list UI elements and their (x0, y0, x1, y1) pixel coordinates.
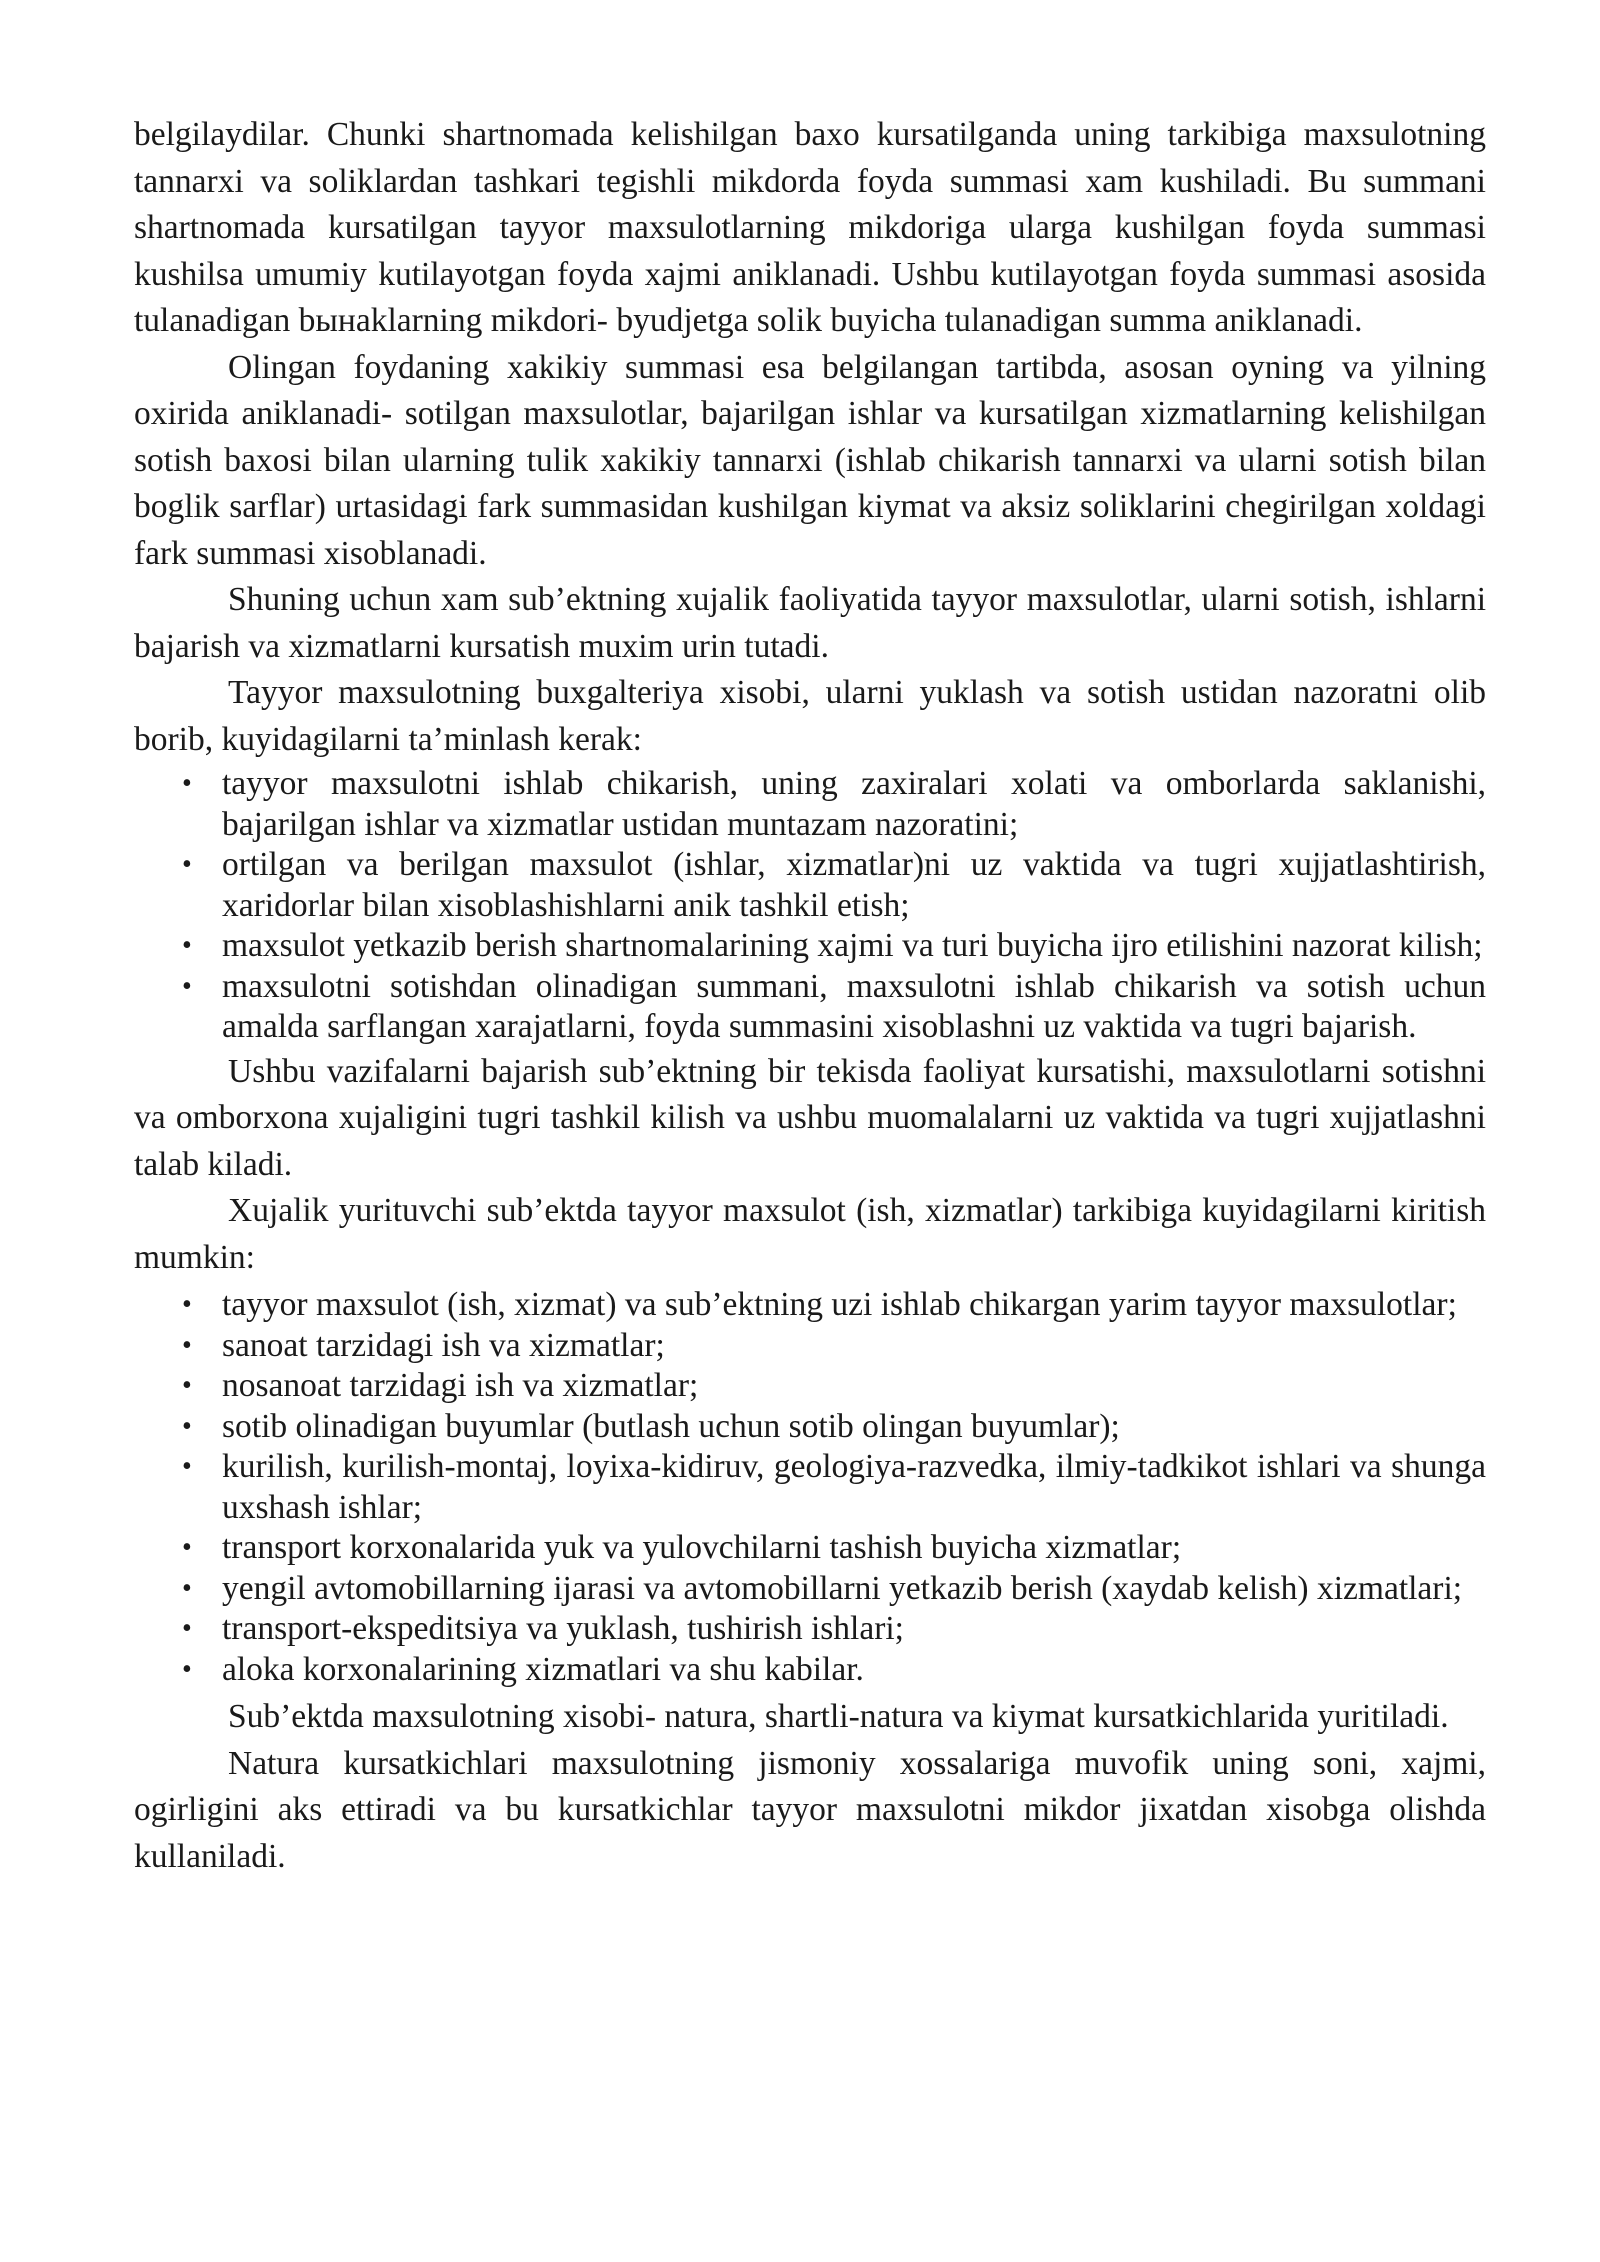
bullet-icon: • (182, 930, 192, 961)
list-item-text: nosanoat tarzidagi ish va xizmatlar; (222, 1367, 699, 1404)
list-item (182, 1447, 1486, 1528)
list-item (182, 1407, 1486, 1448)
list-item (182, 967, 1486, 1048)
list-item (182, 1326, 1486, 1367)
list-item-text: yengil avtomobillarning ijarasi va avtomobillarni yetkazib berish (xaydab kelish) xizmatlari; (222, 1569, 1463, 1607)
bullet-icon: • (182, 1329, 192, 1361)
document-page (134, 112, 1486, 1880)
bullet-icon: • (182, 970, 192, 1002)
list-item-text: transport-ekspeditsiya va yuklash, tushirish ishlari; (222, 1610, 904, 1647)
bullet-icon: • (182, 1532, 192, 1563)
list-item-text: ortilgan va berilgan maxsulot (ishlar, xizmatlar)ni uz vaktida va tugri xujjatlashtirish, xaridorlar bilan xisoblashishlarni anik tashkil etish; (222, 846, 1486, 924)
list-item (182, 764, 1486, 845)
list-item-text: aloka korxonalarining xizmatlari va shu kabilar. (222, 1650, 864, 1688)
list-item (182, 845, 1486, 926)
paragraph-duties: Ushbu vazifalarni bajarish sub’ektning bir tekisda faoliyat kursatishi, maxsulotlarni sotishni va omborxona xujaligini tugri tashkil kilish va ushbu muomalalarni uz vaktida va tugri xujjatlashni talab kiladi. (134, 1052, 1486, 1183)
list-item-text: transport korxonalarida yuk va yulovchilarni tashish buyicha xizmatlar; (222, 1529, 1182, 1566)
paragraph-accounting-tasks-intro: Tayyor maxsulotning buxgalteriya xisobi, ularni yuklash va sotish ustidan nazoratni olib borib, kuyidagilarni ta’minlash kerak: (134, 674, 1486, 758)
list-item (182, 1650, 1486, 1691)
list-item (182, 1366, 1486, 1407)
list-item (182, 1285, 1486, 1326)
bullet-list-composition (134, 1285, 1486, 1690)
bullet-icon: • (182, 1613, 192, 1644)
list-item-text: maxsulotni sotishdan olinadigan summani, maxsulotni ishlab chikarish va sotish uchun amalda sarflangan xarajatlarni, foyda summasini xisoblashni uz vaktida va tugri bajarish. (222, 967, 1486, 1045)
bullet-list-tasks (134, 764, 1486, 1048)
list-item (182, 926, 1486, 967)
bullet-icon: • (182, 1410, 192, 1442)
list-item (182, 1609, 1486, 1650)
bullet-icon: • (182, 1289, 192, 1320)
paragraph-importance: Shuning uchun xam sub’ektning xujalik faoliyatida tayyor maxsulotlar, ularni sotish, ishlarni bajarish va xizmatlarni kursatish muxim urin tutadi. (134, 581, 1486, 665)
bullet-icon: • (182, 1370, 192, 1401)
bullet-icon: • (182, 1572, 192, 1604)
list-item (182, 1528, 1486, 1569)
list-item-text: kurilish, kurilish-montaj, loyixa-kidiruv, geologiya-razvedka, ilmiy-tadkikot ishlari va shunga uxshash ishlar; (222, 1448, 1486, 1526)
paragraph-actual-profit: Olingan foydaning xakikiy summasi esa belgilangan tartibda, asosan oyning va yilning oxirida aniklanadi- sotilgan maxsulotlar, bajarilgan ishlar va kursatilgan xizmatlarning kelishilgan sotish baxosi bilan ularning tulik xakikiy tannarxi (ishlab chikarish tannarxi va ularni sotish bilan boglik sarflar) urtasidagi fark summasidan kushilgan kiymat va aksiz soliklarini chegirilgan xoldagi fark summasi xisoblanadi. (134, 348, 1486, 572)
bullet-icon: • (182, 1653, 192, 1685)
paragraph-composition-intro: Xujalik yurituvchi sub’ektda tayyor maxsulot (ish, xizmatlar) tarkibiga kuyidagilarni kiritish mumkin: (134, 1192, 1486, 1276)
paragraph-accounting-indicators: Sub’ektda maxsulotning xisobi- natura, shartli-natura va kiymat kursatkichlarida yuritiladi. (228, 1698, 1449, 1735)
bullet-icon: • (182, 849, 192, 880)
paragraph-natural-indicators: Natura kursatkichlari maxsulotning jismoniy xossalariga muvofik uning soni, xajmi, ogirligini aks ettiradi va bu kursatkichlar tayyor maxsulotni mikdor jixatdan xisobga olishda kullaniladi. (134, 1744, 1486, 1875)
list-item-text: maxsulot yetkazib berish shartnomalarining xajmi va turi buyicha ijro etilishini nazorat kilish; (222, 927, 1483, 964)
list-item (182, 1569, 1486, 1610)
list-item-text: sotib olinadigan buyumlar (butlash uchun sotib olingan buyumlar); (222, 1407, 1120, 1445)
list-item-text: tayyor maxsulotni ishlab chikarish, uning zaxiralari xolati va omborlarda saklanishi, bajarilgan ishlar va xizmatlar ustidan muntazam nazoratini; (222, 765, 1486, 843)
bullet-icon: • (182, 768, 192, 799)
paragraph-continuation: belgilaydilar. Chunki shartnomada kelishilgan baxo kursatilganda uning tarkibiga maxsulotning tannarxi va soliklardan tashkari tegishli mikdorda foyda summasi xam kushiladi. Bu summani shartnomada kursatilgan tayyor maxsulotlarning mikdoriga ularga kushilgan foyda summasi kushilsa umumiy kutilayotgan foyda xajmi aniklanadi. Ushbu kutilayotgan foyda summasi asosida tulanadigan bынaklarning mikdori- byudjetga solik buyicha tulanadigan summa aniklanadi. (134, 116, 1486, 339)
list-item-text: tayyor maxsulot (ish, xizmat) va sub’ektning uzi ishlab chikargan yarim tayyor maxsulotlar; (222, 1286, 1457, 1323)
bullet-icon: • (182, 1451, 192, 1482)
list-item-text: sanoat tarzidagi ish va xizmatlar; (222, 1326, 665, 1364)
